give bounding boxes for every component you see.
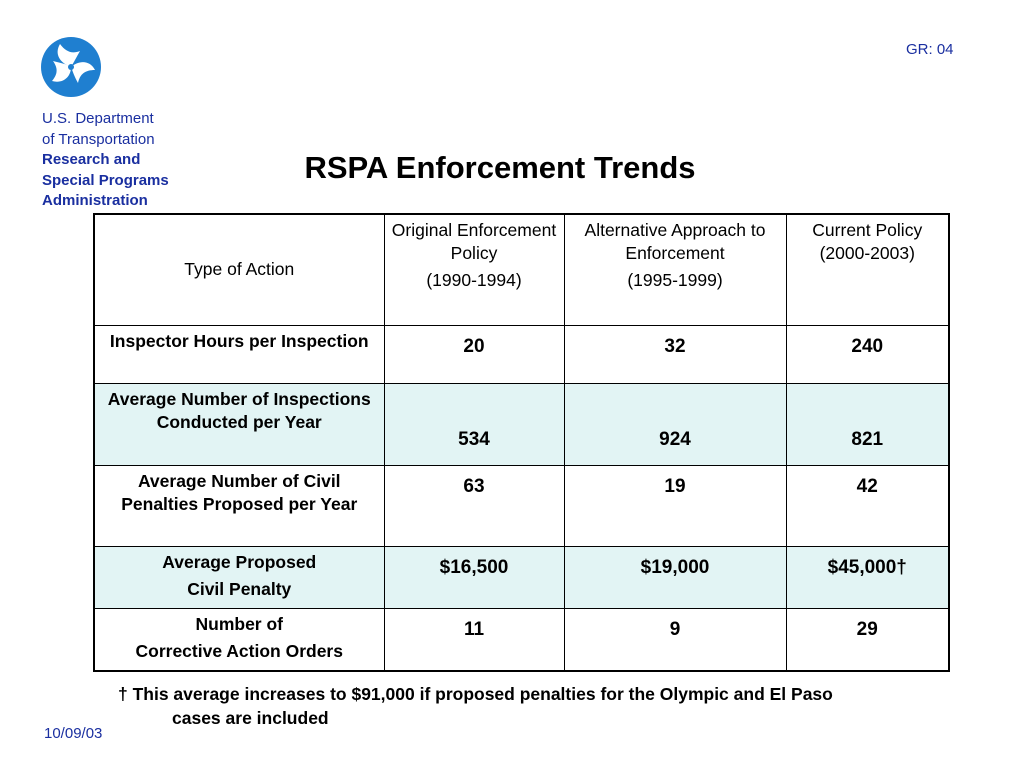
- row-label: [94, 546, 384, 608]
- row-value-original: 20: [384, 325, 564, 383]
- table-row: [94, 465, 949, 546]
- table-row: [94, 546, 949, 608]
- row-value-alternative: 9: [564, 608, 786, 671]
- row-value-current: $45,000†: [786, 546, 949, 608]
- dept-line-1: U.S. Department: [42, 110, 154, 127]
- gr-number: 04: [936, 41, 954, 58]
- row-label: Average Number of Civil Penalties Proposed per Year: [94, 465, 384, 546]
- header-row: [94, 214, 949, 325]
- header-type-of-action: Type of Action: [94, 214, 384, 325]
- footnote-line-2: cases are included: [172, 708, 329, 728]
- row-label-line-2: Civil Penalty: [187, 578, 292, 599]
- row-value-original: 11: [384, 608, 564, 671]
- header-current-policy: [786, 214, 949, 325]
- dept-line-2: of Transportation: [42, 130, 155, 148]
- row-value-alternative: 19: [564, 465, 786, 546]
- department-block: [42, 109, 169, 212]
- row-label-line-2: Corrective Action Orders: [135, 640, 343, 661]
- agency-line-1: Research and: [42, 151, 141, 168]
- table-row: [94, 608, 949, 671]
- row-value-current: 42: [786, 465, 949, 546]
- row-value-current: 821: [786, 383, 949, 465]
- header-current-policy-name: Current Policy: [812, 220, 923, 240]
- gr-label: GR:: [906, 41, 933, 58]
- footnote-line-1: † This average increases to $91,000 if proposed penalties for the Olympic and El Paso: [118, 684, 833, 704]
- header-alternative-approach-years: (1995-1999): [627, 270, 723, 290]
- header-alternative-approach: [564, 214, 786, 325]
- enforcement-table: [93, 213, 950, 672]
- agency-line-3: Administration: [42, 192, 148, 209]
- page-title: RSPA Enforcement Trends: [304, 150, 696, 185]
- table-row: [94, 383, 949, 465]
- row-value-alternative: 924: [564, 383, 786, 465]
- header-current-policy-years: (2000-2003): [819, 243, 915, 263]
- header-original-policy-years: (1990-1994): [426, 270, 522, 290]
- header-alternative-approach-name: Alternative Approach to Enforcement: [584, 220, 766, 263]
- header-original-policy: [384, 214, 564, 325]
- dot-logo-icon: [40, 36, 102, 98]
- agency-line-2: Special Programs: [42, 171, 169, 189]
- row-value-original: 534: [384, 383, 564, 465]
- row-value-original: 63: [384, 465, 564, 546]
- row-value-current: 240: [786, 325, 949, 383]
- footnote: [118, 682, 948, 730]
- row-label: Average Number of Inspections Conducted per Year: [94, 383, 384, 465]
- slide-date: 10/09/03: [44, 725, 103, 742]
- row-label: Inspector Hours per Inspection: [94, 325, 384, 383]
- row-value-current: 29: [786, 608, 949, 671]
- header-original-policy-name: Original Enforcement Policy: [391, 220, 557, 263]
- row-value-alternative: $19,000: [564, 546, 786, 608]
- row-label-line-1: Average Proposed: [162, 551, 317, 572]
- slide-number: [906, 41, 954, 58]
- row-value-alternative: 32: [564, 325, 786, 383]
- row-label-line-1: Number of: [195, 613, 283, 634]
- table-row: [94, 325, 949, 383]
- row-value-original: $16,500: [384, 546, 564, 608]
- row-label: [94, 608, 384, 671]
